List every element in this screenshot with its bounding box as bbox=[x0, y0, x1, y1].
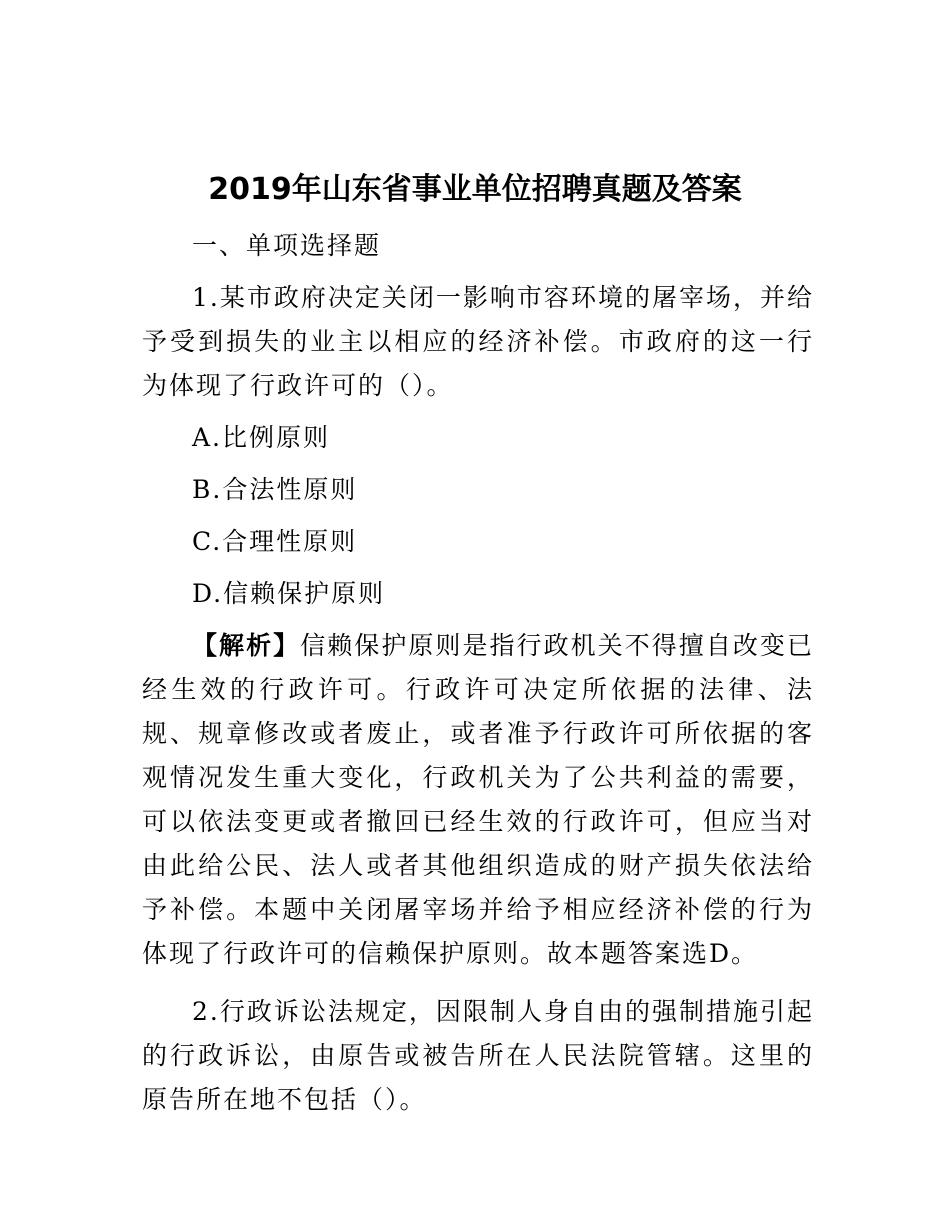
page-title: 2019年山东省事业单位招聘真题及答案 bbox=[208, 172, 742, 207]
question-1-stem: 1.某市政府决定关闭一影响市容环境的屠宰场，并给予受到损失的业主以相应的经济补偿。市政府的这一行为体现了行政许可的（）。 bbox=[142, 283, 814, 400]
question-1-option-b: B.合法性原则 bbox=[192, 475, 358, 504]
analysis-label: 【解析】 bbox=[192, 631, 301, 660]
question-2-stem: 2.行政诉讼法规定，因限制人身自由的强制措施引起的行政诉讼，由原告或被告所在人民法院管辖。这里的原告所在地不包括（）。 bbox=[142, 997, 814, 1114]
question-1-option-d: D.信赖保护原则 bbox=[192, 579, 386, 608]
section-heading: 一、单项选择题 bbox=[192, 231, 382, 260]
question-1-option-a: A.比例原则 bbox=[192, 423, 331, 452]
question-1-option-c: C.合理性原则 bbox=[192, 527, 358, 556]
question-1-analysis bbox=[142, 624, 814, 976]
analysis-text: 信赖保护原则是指行政机关不得擅自改变已经生效的行政许可。行政许可决定所依据的法律、法规、规章修改或者废止，或者准予行政许可所依据的客观情况发生重大变化，行政机关为了公共利益的需要，可以依法变更或者撤回已经生效的行政许可，但应当对由此给公民、法人或者其他组织造成的财产损失依法给予补偿。本题中关闭屠宰场并给予相应经济补偿的行为体现了行政许可的信赖保护原则。故本题答案选D。 bbox=[142, 631, 814, 968]
document-body bbox=[142, 224, 814, 1122]
